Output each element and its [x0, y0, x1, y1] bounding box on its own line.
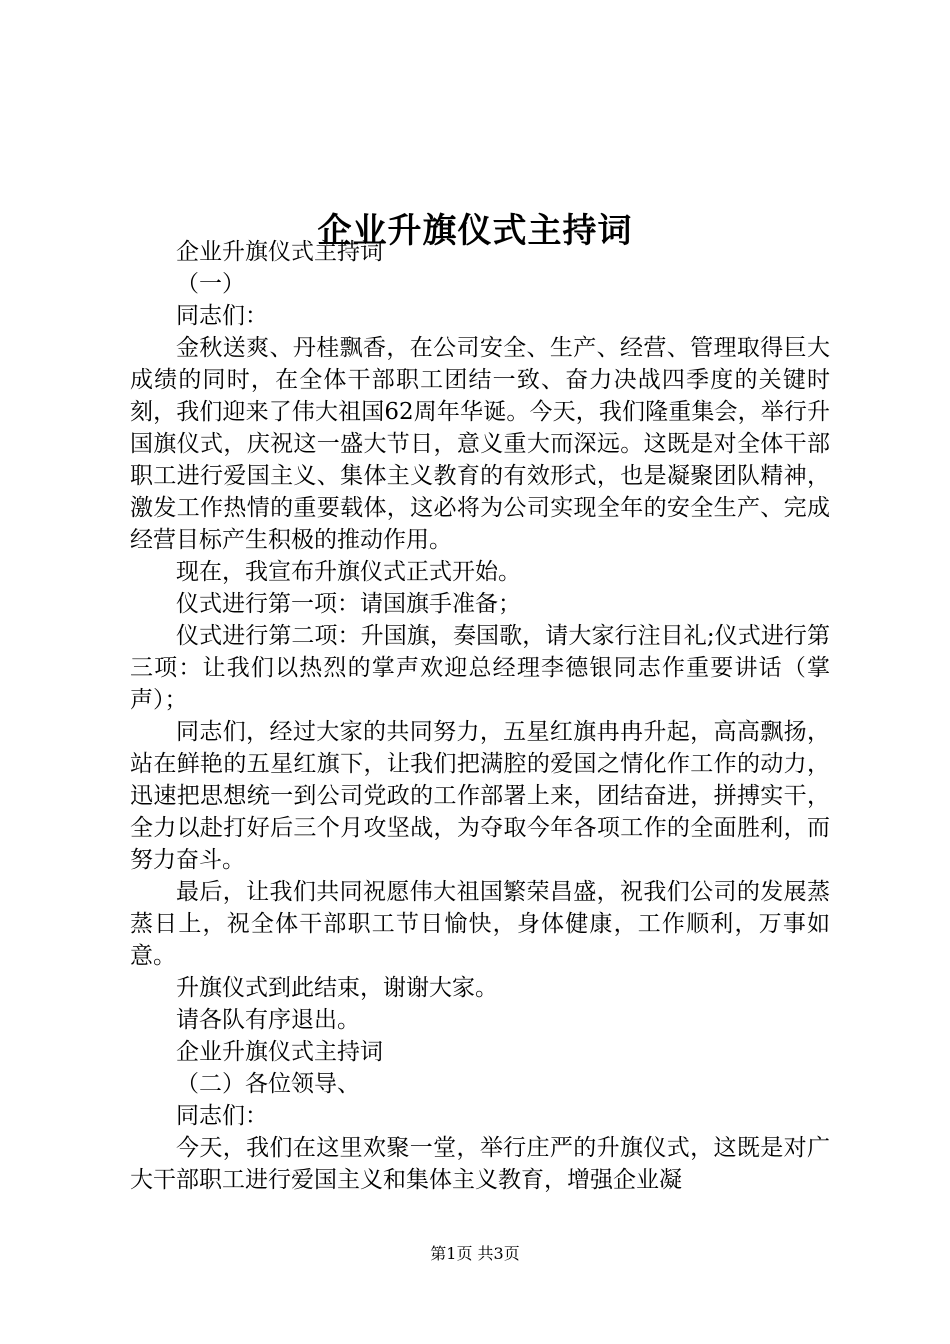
paragraph-step-1: 仪式进行第一项：请国旗手准备； [176, 591, 521, 617]
document-body [130, 236, 830, 1196]
paragraph-section-2: （二）各位领导、 [176, 1071, 360, 1097]
paragraph-subtitle-1: 企业升旗仪式主持词 [176, 239, 383, 265]
paragraph-opening-2: 今天，我们在这里欢聚一堂，举行庄严的升旗仪式，这既是对广大干部职工进行爱国主义和集体主义教育，增强企业凝 [130, 1135, 830, 1193]
paragraph-blessing: 最后，让我们共同祝愿伟大祖国繁荣昌盛，祝我们公司的发展蒸蒸日上，祝全体干部职工节日愉快，身体健康，工作顺利，万事如意。 [130, 879, 830, 969]
paragraph-salutation-1: 同志们： [176, 303, 268, 329]
paragraph-opening: 金秋送爽、丹桂飘香，在公司安全、生产、经营、管理取得巨大成绩的同时，在全体干部职工团结一致、奋力决战四季度的关键时刻，我们迎来了伟大祖国62周年华诞。今天，我们隆重集会，举行升国旗仪式，庆祝这一盛大节日，意义重大而深远。这既是对全体干部职工进行爱国主义、集体主义教育的有效形式，也是凝聚团队精神，激发工作热情的重要载体，这必将为公司实现全年的安全生产、完成经营目标产生积极的推动作用。 [130, 335, 830, 553]
paragraph-step-2-3: 仪式进行第二项：升国旗，奏国歌，请大家行注目礼;仪式进行第三项：让我们以热烈的掌声欢迎总经理李德银同志作重要讲话（掌声）； [130, 623, 830, 713]
paragraph-dismissal: 请各队有序退出。 [176, 1007, 360, 1033]
paragraph-section-1: （一） [176, 271, 245, 297]
paragraph-subtitle-2: 企业升旗仪式主持词 [176, 1039, 383, 1065]
page-number-footer: 第1页 共3页 [430, 1244, 520, 1263]
paragraph-salutation-2: 同志们： [176, 1103, 268, 1129]
paragraph-announce-start: 现在，我宣布升旗仪式正式开始。 [176, 559, 521, 585]
paragraph-encouragement: 同志们，经过大家的共同努力，五星红旗冉冉升起，高高飘扬，站在鲜艳的五星红旗下，让我们把满腔的爱国之情化作工作的动力，迅速把思想统一到公司党政的工作部署上来，团结奋进，拼搏实干，全力以赴打好后三个月攻坚战，为夺取今年各项工作的全面胜利，而努力奋斗。 [130, 719, 830, 873]
paragraph-closing: 升旗仪式到此结束，谢谢大家。 [176, 975, 498, 1001]
document-title: 企业升旗仪式主持词 [317, 210, 633, 251]
